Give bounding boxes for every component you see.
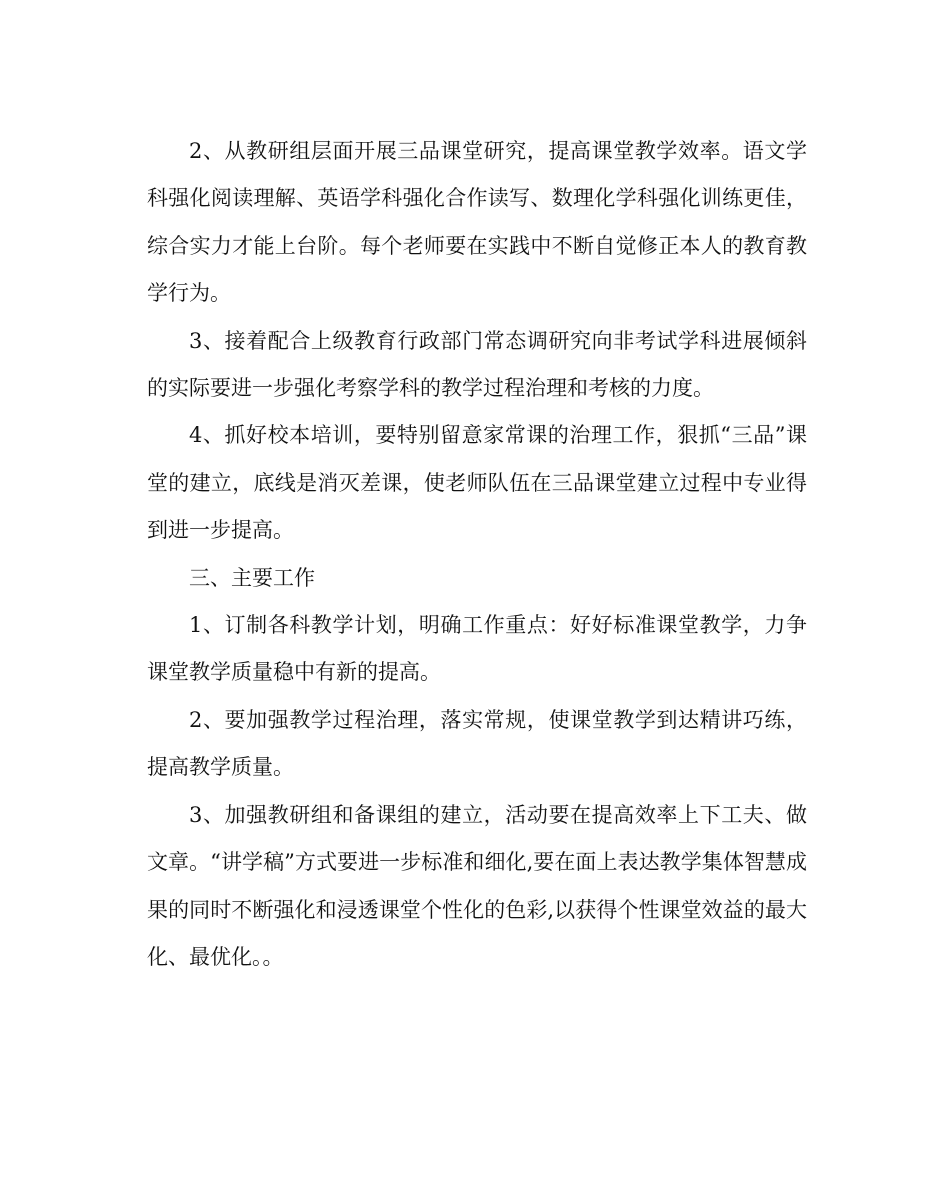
paragraph-item-2: 2、从教研组层面开展三品课堂研究，提高课堂教学效率。语文学科强化阅读理解、英语学科强化合作读写、数理化学科强化训练更佳，综合实力才能上台阶。每个老师要在实践中不断自觉修正本人的教育教学行为。 <box>147 139 807 306</box>
paragraph-item-3: 3、接着配合上级教育行政部门常态调研究向非考试学科进展倾斜的实际要进一步强化考察学科的教学过程治理和考核的力度。 <box>147 328 807 401</box>
work-item-3: 3、加强教研组和备课组的建立，活动要在提高效率上下工夫、做文章。“讲学稿”方式要进一步标准和细化,要在面上表达教学集体智慧成果的同时不断强化和浸透课堂个性化的色彩,以获得个性课堂效益的最大化、最优化。。 <box>147 802 807 969</box>
section-heading-main-work: 三、主要工作 <box>189 565 315 590</box>
work-item-2: 2、要加强教学过程治理，落实常规，使课堂教学到达精讲巧练，提高教学质量。 <box>147 707 807 780</box>
document-body <box>147 128 807 981</box>
paragraph-item-4: 4、抓好校本培训，要特别留意家常课的治理工作，狠抓“三品”课堂的建立，底线是消灭差课，使老师队伍在三品课堂建立过程中专业得到进一步提高。 <box>147 423 807 543</box>
work-item-1: 1、订制各科教学计划，明确工作重点：好好标准课堂教学，力争课堂教学质量稳中有新的提高。 <box>147 613 807 685</box>
